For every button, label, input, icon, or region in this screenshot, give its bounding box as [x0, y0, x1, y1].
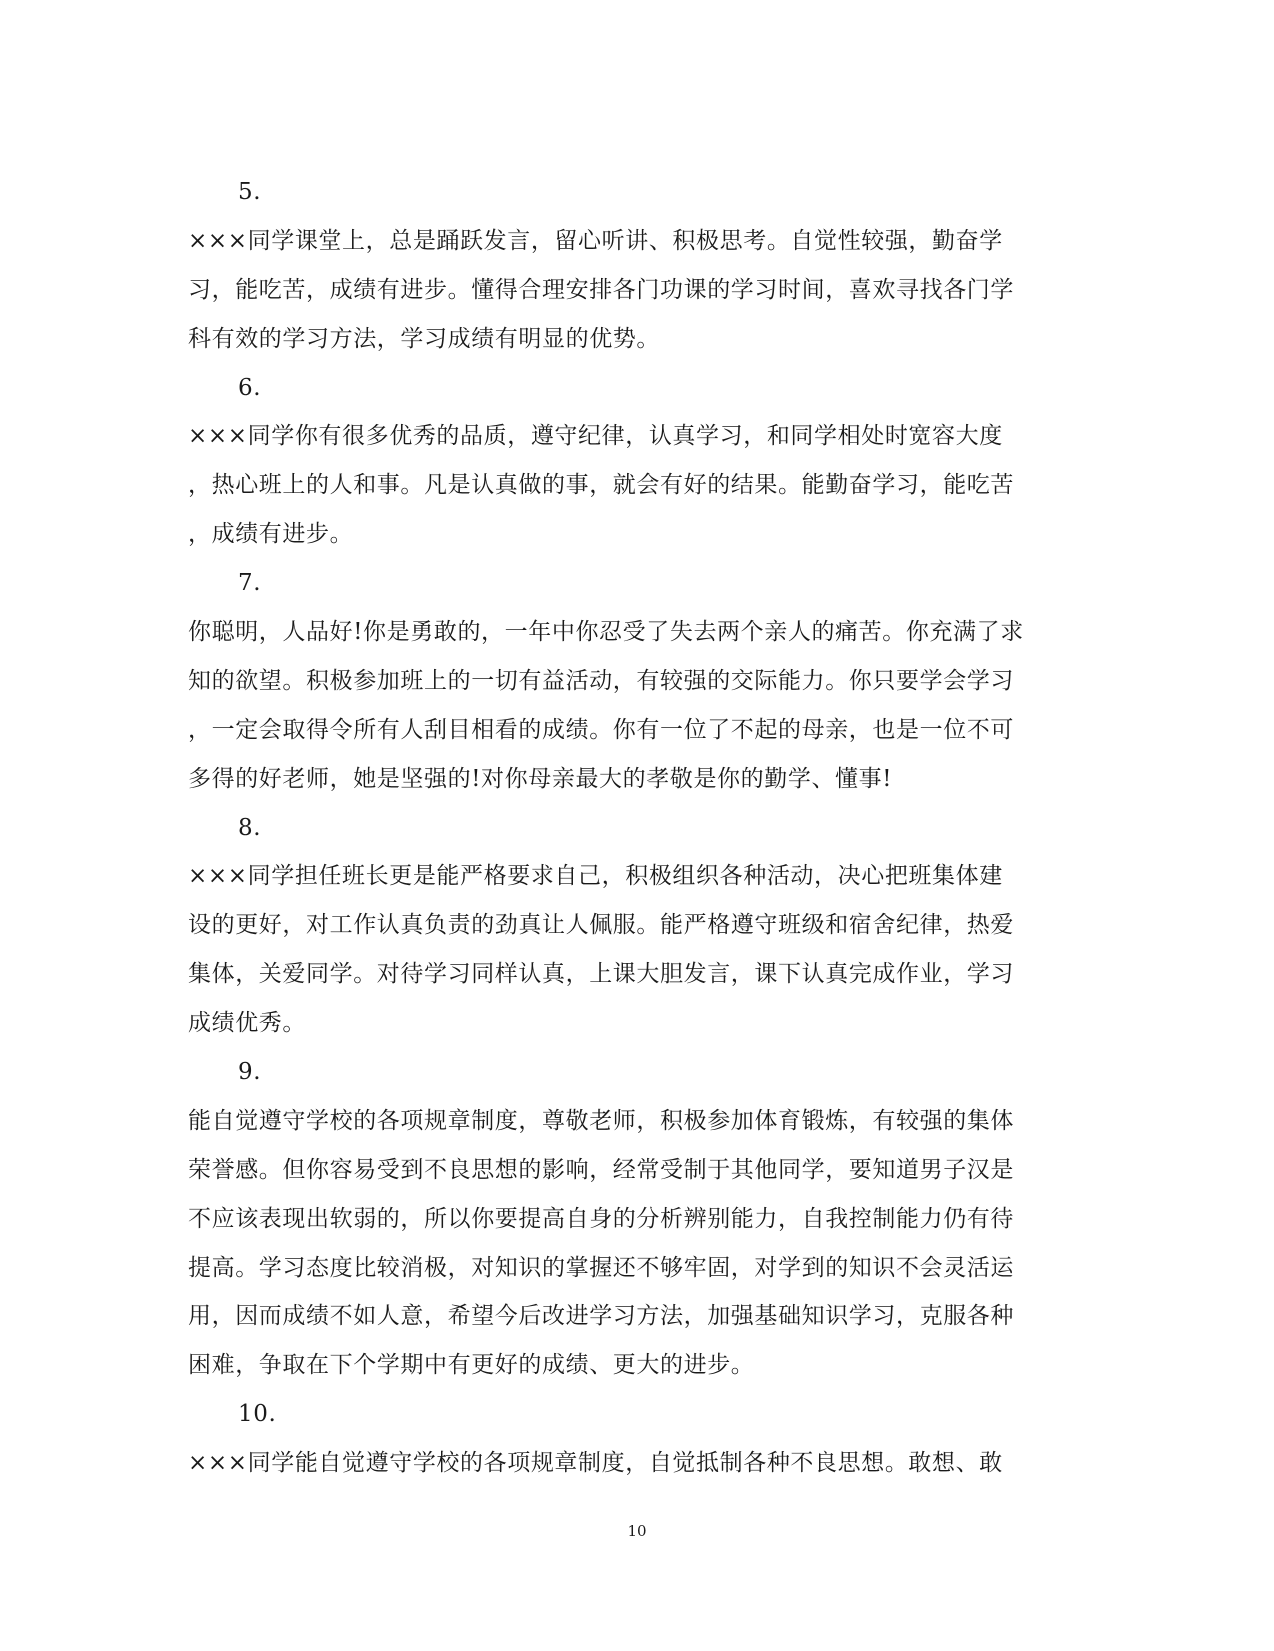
body-text-line: 成绩优秀。 — [188, 1010, 306, 1037]
body-text-line: 不应该表现出软弱的，所以你要提高自身的分析辨别能力，自我控制能力仍有待 — [188, 1205, 1014, 1232]
body-text-line: 集体，关爱同学。对待学习同样认真，上课大胆发言，课下认真完成作业，学习 — [188, 961, 1014, 988]
document-body — [188, 168, 1078, 1488]
body-text-line: 习，能吃苦，成绩有进步。懂得合理安排各门功课的学习时间，喜欢寻找各门学 — [188, 276, 1014, 303]
item-number: 8. — [238, 814, 262, 841]
item-number: 5. — [238, 179, 262, 205]
page-number: 10 — [627, 1522, 647, 1540]
body-text-line: 多得的好老师，她是坚强的!对你母亲最大的孝敬是你的勤学、懂事! — [188, 765, 893, 792]
body-text-line: 科有效的学习方法，学习成绩有明显的优势。 — [188, 325, 660, 352]
body-text-line: ，热心班上的人和事。凡是认真做的事，就会有好的结果。能勤奋学习，能吃苦 — [188, 472, 1014, 499]
body-text-line: 你聪明，人品好!你是勇敢的，一年中你忍受了失去两个亲人的痛苦。你充满了求 — [188, 619, 1024, 646]
item-number: 7. — [238, 570, 262, 597]
body-text-line: 能自觉遵守学校的各项规章制度，尊敬老师，积极参加体育锻炼，有较强的集体 — [188, 1107, 1014, 1134]
body-text-line: ×××同学能自觉遵守学校的各项规章制度，自觉抵制各种不良思想。敢想、敢 — [188, 1450, 1003, 1477]
item-number: 10. — [238, 1401, 277, 1428]
body-text-line: ，成绩有进步。 — [188, 521, 354, 548]
body-text-line: 设的更好，对工作认真负责的劲真让人佩服。能严格遵守班级和宿舍纪律，热爱 — [188, 912, 1014, 939]
body-text-line: ×××同学担任班长更是能严格要求自己，积极组织各种活动，决心把班集体建 — [188, 863, 1003, 890]
item-number: 9. — [238, 1059, 262, 1086]
body-text-line: 荣誉感。但你容易受到不良思想的影响，经常受制于其他同学，要知道男子汉是 — [188, 1156, 1014, 1183]
body-text-line: ，一定会取得令所有人刮目相看的成绩。你有一位了不起的母亲，也是一位不可 — [188, 716, 1014, 743]
body-text-line: 困难，争取在下个学期中有更好的成绩、更大的进步。 — [188, 1352, 755, 1379]
body-text-line: ×××同学你有很多优秀的品质，遵守纪律，认真学习，和同学相处时宽容大度 — [188, 423, 1003, 450]
body-text-line: 用，因而成绩不如人意，希望今后改进学习方法，加强基础知识学习，克服各种 — [188, 1303, 1014, 1330]
body-text-line: 提高。学习态度比较消极，对知识的掌握还不够牢固，对学到的知识不会灵活运 — [188, 1254, 1014, 1281]
item-number: 6. — [238, 374, 262, 401]
body-text-line: 知的欲望。积极参加班上的一切有益活动，有较强的交际能力。你只要学会学习 — [188, 667, 1014, 694]
body-text-line: ×××同学课堂上，总是踊跃发言，留心听讲、积极思考。自觉性较强，勤奋学 — [188, 227, 1003, 254]
